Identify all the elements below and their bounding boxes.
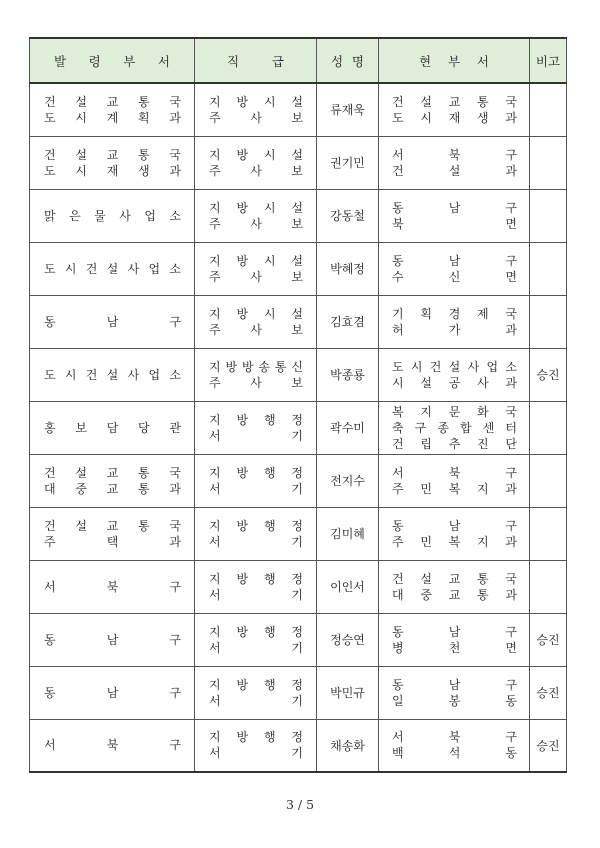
table-row — [30, 560, 567, 613]
cell-line: 서 북 구 — [392, 465, 517, 480]
table-row — [30, 189, 567, 242]
current-dept-cell — [379, 401, 530, 454]
cell-line: 서 북 구 — [44, 579, 181, 594]
assigned-dept-cell — [30, 242, 195, 295]
cell-line: 지 방 행 정 — [209, 518, 303, 533]
header-name: 성 명 — [317, 38, 379, 83]
cell-line: 홍 보 담 당 관 — [44, 420, 181, 435]
cell-line: 복 지 문 화 국 — [392, 404, 517, 419]
rank-cell — [195, 507, 317, 560]
rank-cell — [195, 136, 317, 189]
table-row — [30, 613, 567, 666]
cell-line: 지 방 방 송 통 신 — [209, 359, 303, 374]
current-dept-cell — [379, 613, 530, 666]
rank-cell — [195, 401, 317, 454]
name-cell: 채송화 — [317, 719, 379, 772]
cell-line: 지 방 행 정 — [209, 677, 303, 692]
name-cell: 박종룡 — [317, 348, 379, 401]
name-cell: 권기민 — [317, 136, 379, 189]
cell-line: 시 설 공 사 과 — [392, 375, 517, 390]
name-cell: 김미혜 — [317, 507, 379, 560]
cell-line: 동 남 구 — [392, 624, 517, 639]
assigned-dept-cell — [30, 560, 195, 613]
rank-cell — [195, 666, 317, 719]
note-cell — [530, 454, 567, 507]
page-number: 3 / 5 — [285, 797, 315, 812]
cell-line: 건 설 교 통 국 — [392, 94, 517, 109]
current-dept-cell — [379, 666, 530, 719]
cell-line: 건 설 교 통 국 — [392, 571, 517, 586]
name-cell: 강동철 — [317, 189, 379, 242]
cell-line: 허 가 과 — [392, 322, 517, 337]
cell-line: 주 사 보 — [209, 110, 303, 125]
current-dept-cell — [379, 560, 530, 613]
cell-line: 동 남 구 — [392, 677, 517, 692]
table-row — [30, 719, 567, 772]
rank-cell — [195, 613, 317, 666]
table-row — [30, 136, 567, 189]
note-cell: 승진 — [530, 613, 567, 666]
rank-cell — [195, 189, 317, 242]
cell-line: 지 방 행 정 — [209, 412, 303, 427]
note-cell — [530, 136, 567, 189]
cell-line: 서 기 — [209, 640, 303, 655]
cell-line: 지 방 시 설 — [209, 200, 303, 215]
name-cell: 박민규 — [317, 666, 379, 719]
table-row — [30, 242, 567, 295]
current-dept-cell — [379, 83, 530, 136]
cell-line: 맑 은 물 사 업 소 — [44, 208, 181, 223]
cell-line: 동 남 구 — [392, 200, 517, 215]
table-row — [30, 83, 567, 136]
table-row — [30, 348, 567, 401]
cell-line: 일 봉 동 — [392, 693, 517, 708]
cell-line: 동 남 구 — [44, 632, 181, 647]
cell-line: 지 방 시 설 — [209, 147, 303, 162]
table-row — [30, 666, 567, 719]
current-dept-cell — [379, 507, 530, 560]
assigned-dept-cell — [30, 401, 195, 454]
cell-line: 서 기 — [209, 693, 303, 708]
cell-line: 병 천 면 — [392, 640, 517, 655]
cell-line: 서 북 구 — [392, 147, 517, 162]
assigned-dept-cell — [30, 507, 195, 560]
note-cell: 승진 — [530, 348, 567, 401]
cell-line: 도 시 계 획 과 — [44, 110, 181, 125]
cell-line: 도 시 건 설 사 업 소 — [44, 261, 181, 276]
cell-line: 북 면 — [392, 216, 517, 231]
cell-line: 기 획 경 제 국 — [392, 306, 517, 321]
current-dept-cell — [379, 719, 530, 772]
table-row — [30, 401, 567, 454]
assigned-dept-cell — [30, 83, 195, 136]
cell-line: 백 석 동 — [392, 746, 517, 761]
current-dept-cell — [379, 454, 530, 507]
cell-line: 주 사 보 — [209, 375, 303, 390]
name-cell: 곽수미 — [317, 401, 379, 454]
name-cell: 정승연 — [317, 613, 379, 666]
cell-line: 주 사 보 — [209, 269, 303, 284]
cell-line: 주 사 보 — [209, 322, 303, 337]
cell-line: 도 시 재 생 과 — [44, 163, 181, 178]
cell-line: 건 립 추 진 단 — [392, 436, 517, 451]
cell-line: 주 사 보 — [209, 163, 303, 178]
current-dept-cell — [379, 136, 530, 189]
note-cell: 승진 — [530, 666, 567, 719]
name-cell: 이인서 — [317, 560, 379, 613]
cell-line: 수 신 면 — [392, 269, 517, 284]
current-dept-cell — [379, 189, 530, 242]
cell-line: 대 중 교 통 과 — [44, 481, 181, 496]
note-cell — [530, 507, 567, 560]
header-current-dept: 현 부 서 — [379, 38, 530, 83]
cell-line: 건 설 교 통 국 — [44, 518, 181, 533]
cell-line: 건 설 과 — [392, 163, 517, 178]
cell-line: 서 기 — [209, 746, 303, 761]
cell-line: 대 중 교 통 과 — [392, 587, 517, 602]
cell-line: 주 사 보 — [209, 216, 303, 231]
header-dept: 발 령 부 서 — [30, 38, 195, 83]
rank-cell — [195, 295, 317, 348]
current-dept-cell — [379, 242, 530, 295]
header-rank: 직 급 — [195, 38, 317, 83]
assigned-dept-cell — [30, 295, 195, 348]
note-cell — [530, 560, 567, 613]
rank-cell — [195, 242, 317, 295]
cell-line: 서 기 — [209, 428, 303, 443]
cell-line: 지 방 행 정 — [209, 624, 303, 639]
assigned-dept-cell — [30, 189, 195, 242]
cell-line: 지 방 시 설 — [209, 306, 303, 321]
cell-line: 지 방 행 정 — [209, 465, 303, 480]
cell-line: 주 민 복 지 과 — [392, 534, 517, 549]
cell-line: 건 설 교 통 국 — [44, 465, 181, 480]
note-cell: 승진 — [530, 719, 567, 772]
assigned-dept-cell — [30, 666, 195, 719]
cell-line: 서 북 구 — [392, 730, 517, 745]
assigned-dept-cell — [30, 136, 195, 189]
cell-line: 도 시 건 설 사 업 소 — [392, 359, 517, 374]
name-cell: 김효겸 — [317, 295, 379, 348]
note-cell — [530, 295, 567, 348]
name-cell: 전지수 — [317, 454, 379, 507]
name-cell: 박혜정 — [317, 242, 379, 295]
cell-line: 동 남 구 — [392, 518, 517, 533]
cell-line: 서 기 — [209, 481, 303, 496]
note-cell — [530, 401, 567, 454]
cell-line: 도 시 재 생 과 — [392, 110, 517, 125]
cell-line: 주 택 과 — [44, 534, 181, 549]
name-cell: 류재욱 — [317, 83, 379, 136]
cell-line: 건 설 교 통 국 — [44, 147, 181, 162]
cell-line: 도 시 건 설 사 업 소 — [44, 367, 181, 382]
header-row — [30, 38, 567, 83]
personnel-table — [29, 37, 567, 773]
current-dept-cell — [379, 348, 530, 401]
cell-line: 서 북 구 — [44, 738, 181, 753]
assigned-dept-cell — [30, 454, 195, 507]
rank-cell — [195, 348, 317, 401]
cell-line: 서 기 — [209, 587, 303, 602]
assigned-dept-cell — [30, 719, 195, 772]
cell-line: 지 방 행 정 — [209, 571, 303, 586]
table-row — [30, 507, 567, 560]
cell-line: 동 남 구 — [392, 253, 517, 268]
cell-line: 동 남 구 — [44, 685, 181, 700]
rank-cell — [195, 719, 317, 772]
rank-cell — [195, 454, 317, 507]
cell-line: 주 민 복 지 과 — [392, 481, 517, 496]
cell-line: 축 구 종 합 센 터 — [392, 420, 517, 435]
cell-line: 지 방 시 설 — [209, 94, 303, 109]
cell-line: 지 방 행 정 — [209, 730, 303, 745]
rank-cell — [195, 83, 317, 136]
current-dept-cell — [379, 295, 530, 348]
cell-line: 지 방 시 설 — [209, 253, 303, 268]
cell-line: 서 기 — [209, 534, 303, 549]
table-row — [30, 454, 567, 507]
rank-cell — [195, 560, 317, 613]
note-cell — [530, 242, 567, 295]
note-cell — [530, 189, 567, 242]
table-row — [30, 295, 567, 348]
note-cell — [530, 83, 567, 136]
assigned-dept-cell — [30, 348, 195, 401]
cell-line: 건 설 교 통 국 — [44, 94, 181, 109]
assigned-dept-cell — [30, 613, 195, 666]
header-note: 비 고 — [530, 38, 567, 83]
cell-line: 동 남 구 — [44, 314, 181, 329]
